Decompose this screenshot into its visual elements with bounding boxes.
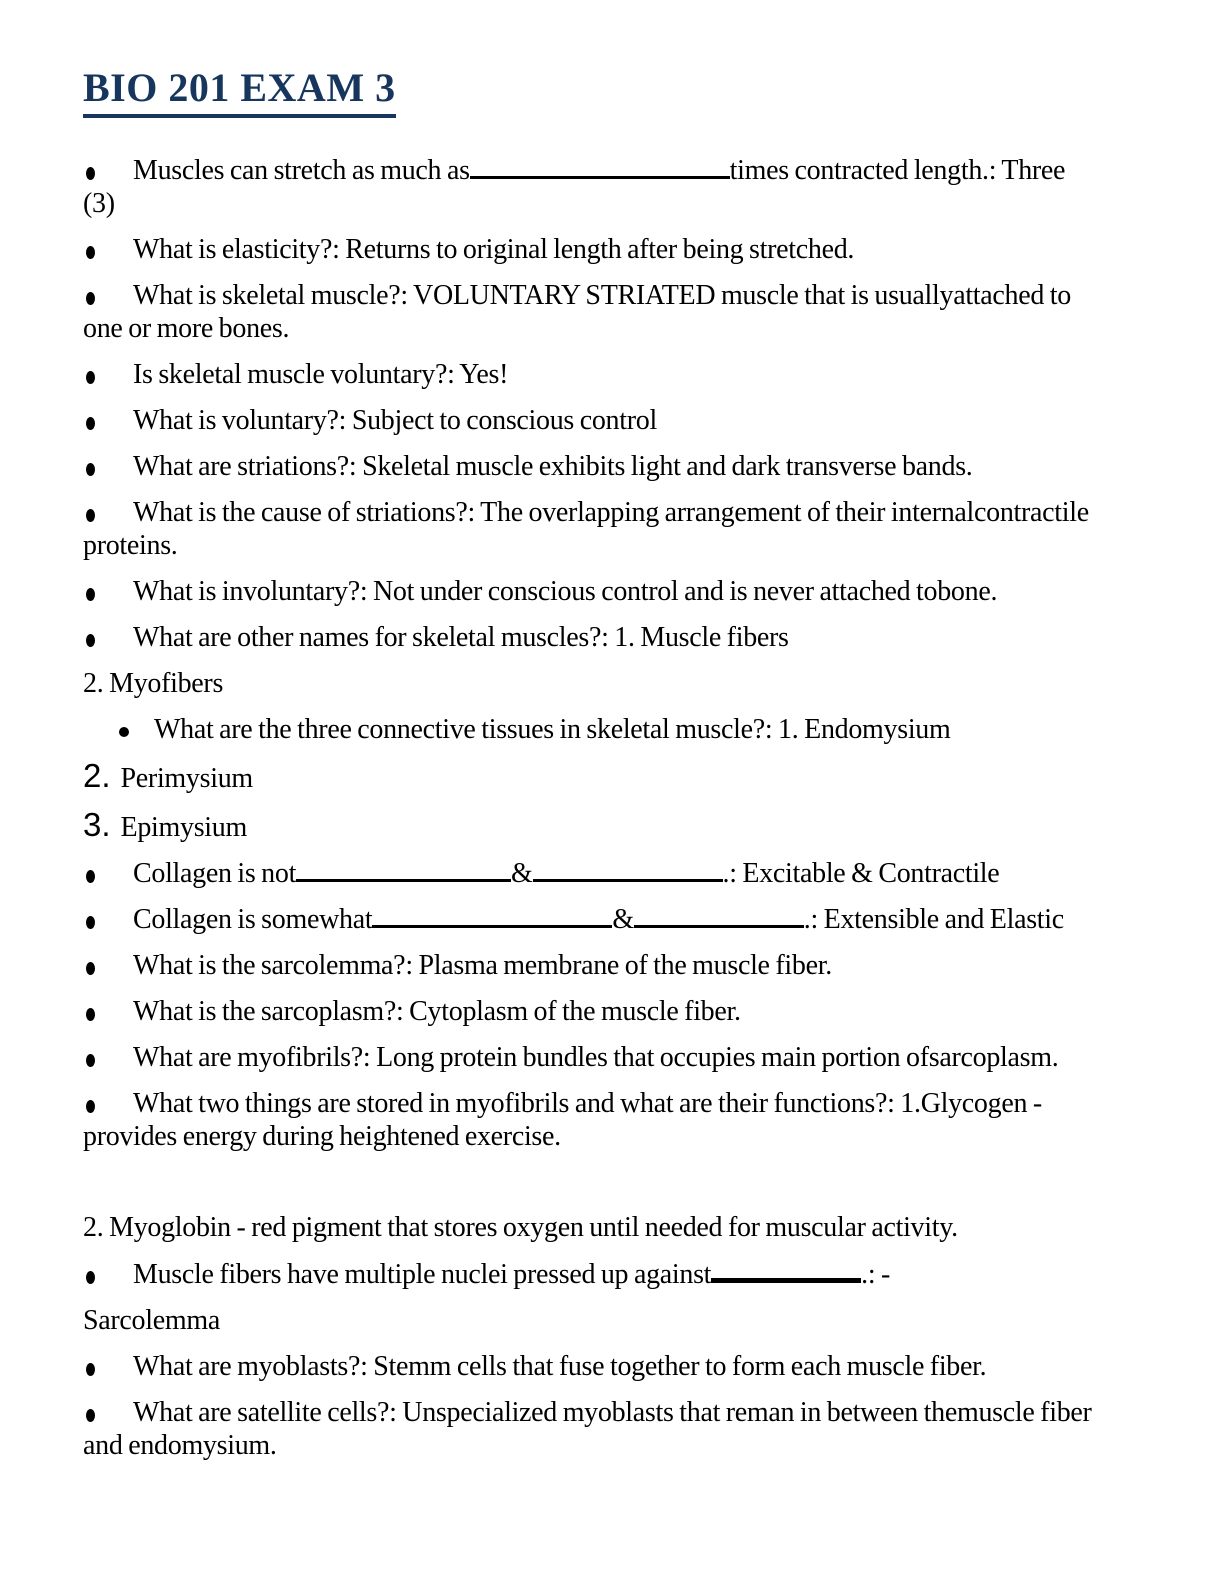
bullet-item bbox=[83, 1257, 1160, 1291]
bullet-icon bbox=[86, 1409, 95, 1422]
sub-bullet-item bbox=[83, 713, 1160, 746]
bullet-item bbox=[83, 903, 1160, 936]
bullet-icon bbox=[86, 371, 95, 384]
bullet-item bbox=[83, 279, 1160, 345]
bullet-icon bbox=[86, 1271, 95, 1284]
bullet-item bbox=[83, 404, 1160, 437]
bullet-item bbox=[83, 995, 1160, 1028]
bullet-icon bbox=[86, 292, 95, 305]
fill-in-blank-line bbox=[296, 858, 511, 882]
bullet-item bbox=[83, 358, 1160, 391]
text-run: .: Extensible and Elastic bbox=[803, 903, 1064, 935]
bullet-icon bbox=[86, 588, 95, 601]
bullet-icon bbox=[86, 1054, 95, 1067]
text-run: 2. Myofibers bbox=[83, 667, 224, 699]
text-run: 2. Myoglobin - red pigment that stores oxygen until needed for muscular activity. bbox=[83, 1211, 958, 1243]
bullet-item bbox=[83, 154, 1160, 220]
bullet-item bbox=[83, 621, 1160, 654]
text-run: Muscles can stretch as much as bbox=[133, 154, 470, 186]
bullet-icon bbox=[86, 1100, 95, 1113]
bullet-item bbox=[83, 575, 1160, 608]
bullet-icon bbox=[86, 962, 95, 975]
plain-paragraph bbox=[83, 1211, 1160, 1244]
bullet-item bbox=[83, 857, 1160, 890]
plain-paragraph bbox=[83, 667, 1160, 700]
page-title: BIO 201 EXAM 3 bbox=[83, 66, 396, 118]
plain-paragraph bbox=[83, 1304, 1160, 1337]
fill-in-blank-line bbox=[634, 904, 804, 928]
bullet-icon bbox=[86, 167, 95, 180]
text-run: Muscle fibers have multiple nuclei pressed up against bbox=[133, 1258, 712, 1290]
bullet-icon bbox=[86, 870, 95, 883]
text-run: Epimysium bbox=[120, 811, 247, 843]
bullet-item bbox=[83, 1041, 1160, 1074]
text-run: Is skeletal muscle voluntary?: Yes! bbox=[133, 358, 509, 390]
bullet-item bbox=[83, 450, 1160, 483]
bullet-item bbox=[83, 949, 1160, 982]
bullet-icon bbox=[86, 916, 95, 929]
bullet-icon bbox=[119, 727, 129, 737]
numbered-item bbox=[83, 805, 1160, 844]
text-run: & bbox=[511, 857, 533, 889]
text-run: What are myoblasts?: Stemm cells that fuse together to form each muscle fiber. bbox=[133, 1350, 987, 1382]
bullet-item bbox=[83, 233, 1160, 266]
list-number: 2. bbox=[83, 756, 111, 794]
text-run: .: - bbox=[861, 1258, 891, 1290]
bullet-icon bbox=[86, 246, 95, 259]
text-run: Collagen is not bbox=[133, 857, 297, 889]
fill-in-blank-line bbox=[533, 858, 723, 882]
bullet-item bbox=[83, 1350, 1160, 1383]
bullet-item bbox=[83, 1396, 1160, 1462]
text-run: What is the sarcolemma?: Plasma membrane of the muscle fiber. bbox=[133, 949, 832, 981]
text-run: & bbox=[612, 903, 634, 935]
bullet-icon bbox=[86, 463, 95, 476]
document-body bbox=[83, 154, 1160, 1462]
text-run: provides energy during heightened exercise. bbox=[83, 1120, 561, 1152]
text-run: Sarcolemma bbox=[83, 1304, 220, 1336]
text-run: and endomysium. bbox=[83, 1429, 277, 1461]
bullet-item bbox=[83, 1087, 1160, 1153]
bullet-icon bbox=[86, 417, 95, 430]
text-run: Collagen is somewhat bbox=[133, 903, 373, 935]
text-run: What are other names for skeletal muscles?: 1. Muscle fibers bbox=[133, 621, 789, 653]
text-run: What are the three connective tissues in skeletal muscle?: 1. Endomysium bbox=[154, 713, 951, 745]
text-run: What is voluntary?: Subject to conscious control bbox=[133, 404, 657, 436]
text-run: What are striations?: Skeletal muscle exhibits light and dark transverse bands. bbox=[133, 450, 973, 482]
text-run: What two things are stored in myofibrils and what are their functions?: 1.Glycogen - bbox=[133, 1087, 1042, 1119]
vertical-spacer bbox=[83, 1166, 1160, 1211]
bullet-icon bbox=[86, 1008, 95, 1021]
text-run: proteins. bbox=[83, 529, 178, 561]
bullet-icon bbox=[86, 634, 95, 647]
text-run: What are satellite cells?: Unspecialized myoblasts that reman in between themuscle fiber bbox=[133, 1396, 1092, 1428]
text-run: What is involuntary?: Not under conscious control and is never attached tobone. bbox=[133, 575, 998, 607]
text-run: What is elasticity?: Returns to original length after being stretched. bbox=[133, 233, 855, 265]
fill-in-blank-line bbox=[470, 155, 730, 179]
text-run: What are myofibrils?: Long protein bundles that occupies main portion ofsarcoplasm. bbox=[133, 1041, 1059, 1073]
fill-in-blank-line bbox=[372, 904, 612, 928]
fill-in-blank-line bbox=[711, 1257, 861, 1283]
bullet-icon bbox=[86, 1363, 95, 1376]
text-run: times contracted length.: Three bbox=[729, 154, 1066, 186]
text-run: What is the cause of striations?: The overlapping arrangement of their internalcontractile bbox=[133, 496, 1089, 528]
text-run: What is skeletal muscle?: VOLUNTARY STRIATED muscle that is usuallyattached to bbox=[133, 279, 1071, 311]
text-run: (3) bbox=[83, 187, 115, 219]
list-number: 3. bbox=[83, 805, 111, 843]
numbered-item bbox=[83, 756, 1160, 795]
text-run: .: Excitable & Contractile bbox=[722, 857, 1000, 889]
bullet-icon bbox=[86, 509, 95, 522]
text-run: Perimysium bbox=[120, 762, 253, 794]
text-run: What is the sarcoplasm?: Cytoplasm of the muscle fiber. bbox=[133, 995, 741, 1027]
bullet-item bbox=[83, 496, 1160, 562]
text-run: one or more bones. bbox=[83, 312, 290, 344]
